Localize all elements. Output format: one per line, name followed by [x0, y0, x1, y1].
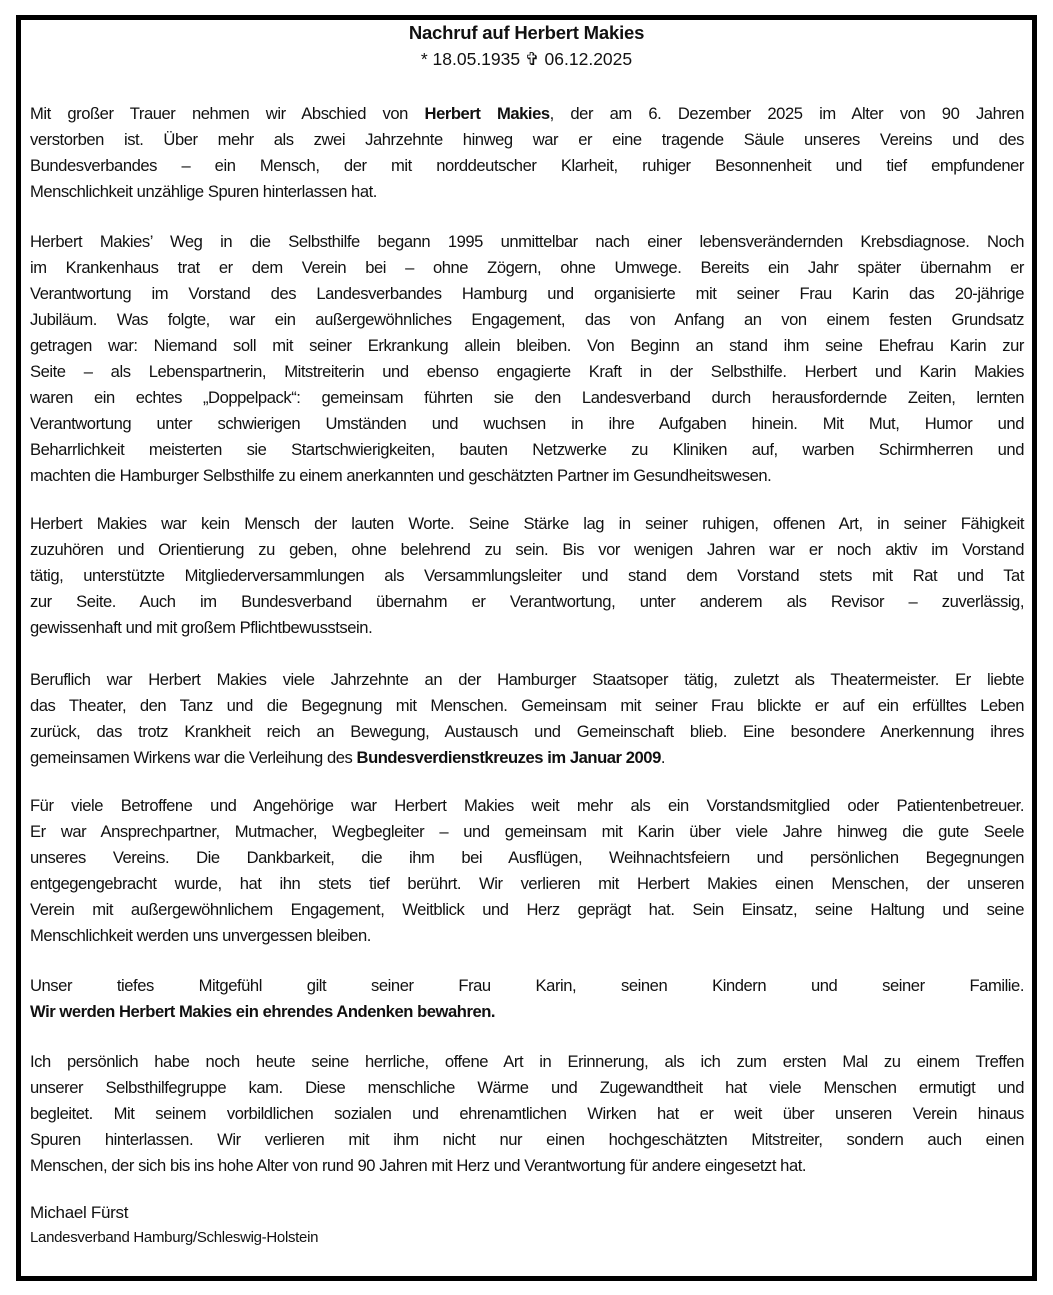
paragraph-7-line — [30, 1049, 1024, 1075]
text-run: im Krankenhaus trat er dem Verein bei – ohne Zögern, ohne Umwege. Bereits ein Jahr später übernahm er — [30, 258, 1024, 277]
death-date: 06.12.2025 — [544, 49, 633, 69]
paragraph-3-line — [30, 537, 1024, 563]
text-run: Herbert Makies war kein Mensch der lauten Worte. Seine Stärke lag in seiner ruhigen, offenen Art, in seiner Fähigkeit — [30, 514, 1024, 533]
paragraph-2-line — [30, 229, 1024, 255]
paragraph-4-line — [30, 719, 1024, 745]
text-run: tätig, unterstützte Mitgliederversammlungen als Versammlungsleiter und stand dem Vorstand stets mit Rat und Tat — [30, 566, 1024, 585]
paragraph-2-line — [30, 359, 1024, 385]
text-run: , der am 6. Dezember 2025 im Alter von 90 Jahren — [549, 104, 1024, 123]
text-run: Unser tiefes Mitgefühl gilt seiner Frau Karin, seinen Kindern und seiner Familie. — [30, 976, 1024, 995]
paragraph-2-line — [30, 437, 1024, 463]
paragraph-4-line — [30, 667, 1024, 693]
text-run: Er war Ansprechpartner, Mutmacher, Wegbegleiter – und gemeinsam mit Karin über viele Jahre hinweg die gute Seele — [30, 822, 1024, 841]
paragraph-4-line — [30, 745, 1024, 771]
paragraph-2-line — [30, 333, 1024, 359]
text-run: Spuren hinterlassen. Wir verlieren mit ihm nicht nur einen hochgeschätzten Mitstreiter, sondern auch einen — [30, 1130, 1024, 1149]
birth-date: 18.05.1935 — [432, 49, 521, 69]
paragraph-2-line — [30, 255, 1024, 281]
text-run: zuzuhören und Orientierung zu geben, ohne belehrend zu sein. Bis vor wenigen Jahren war er noch aktiv im Vorstand — [30, 540, 1024, 559]
text-run: Beruflich war Herbert Makies viele Jahrzehnte an der Hamburger Staatsoper tätig, zuletzt als Theatermeister. Er liebte — [30, 670, 1024, 689]
bold-text: Bundesverdienstkreuzes im Januar 2009 — [356, 748, 661, 767]
paragraph-2-line — [30, 411, 1024, 437]
text-run: machten die Hamburger Selbsthilfe zu einem anerkannten und geschätzten Partner im Gesundheitswesen. — [30, 466, 772, 485]
text-run: Verein mit außergewöhnlichem Engagement, Weitblick und Herz geprägt hat. Sein Einsatz, seine Haltung und seine — [30, 900, 1024, 919]
text-run: gewissenhaft und mit großem Pflichtbewusstsein. — [30, 618, 373, 637]
paragraph-5-line — [30, 819, 1024, 845]
paragraph-1-line — [30, 153, 1024, 179]
paragraph-7-line — [30, 1075, 1024, 1101]
text-run: begleitet. Mit seinem vorbildlichen sozialen und ehrenamtlichen Wirken hat er weit über unseren Verein hinaus — [30, 1104, 1024, 1123]
paragraph-1-line — [30, 101, 1024, 127]
paragraph-7-line — [30, 1127, 1024, 1153]
text-run: Verantwortung im Vorstand des Landesverbandes Hamburg und organisierte mit seiner Frau Karin das 20-jährige — [30, 284, 1024, 303]
text-run: Menschlichkeit werden uns unvergessen bleiben. — [30, 926, 371, 945]
paragraph-3-line — [30, 563, 1024, 589]
text-run: getragen war: Niemand soll mit seiner Erkrankung allein bleiben. Von Beginn an stand ihm seine Ehefrau Karin zur — [30, 336, 1024, 355]
text-run: gemeinsamen Wirkens war die Verleihung des — [30, 748, 357, 767]
paragraph-6-line — [30, 973, 1024, 999]
paragraph-4-line — [30, 693, 1024, 719]
text-run: Herbert Makies’ Weg in die Selbsthilfe begann 1995 unmittelbar nach einer lebensverändernden Krebsdiagnose. Noch — [30, 232, 1024, 251]
text-run: . — [660, 748, 666, 767]
cross-icon: ✞ — [525, 49, 540, 69]
text-run: Menschen, der sich bis ins hohe Alter von rund 90 Jahren mit Herz und Verantwortung für andere eingesetzt hat. — [30, 1156, 807, 1175]
signature-name: Michael Fürst — [30, 1203, 129, 1222]
paragraph-7-line — [30, 1153, 1024, 1179]
paragraph-6-line — [30, 999, 1024, 1025]
text-run: Beharrlichkeit meisterten sie Startschwierigkeiten, bauten Netzwerke zu Kliniken auf, warben Schirmherren und — [30, 440, 1024, 459]
text-run: unseres Vereins. Die Dankbarkeit, die ihm bei Ausflügen, Weihnachtsfeiern und persönlichen Begegnungen — [30, 848, 1024, 867]
paragraph-5-line — [30, 923, 1024, 949]
text-run: unserer Selbsthilfegruppe kam. Diese menschliche Wärme und Zugewandtheit hat viele Menschen ermutigt und — [30, 1078, 1024, 1097]
text-run: Für viele Betroffene und Angehörige war Herbert Makies weit mehr als ein Vorstandsmitglied oder Patientenbetreuer. — [30, 796, 1024, 815]
paragraph-5-line — [30, 897, 1024, 923]
text-run: waren ein echtes „Doppelpack“: gemeinsam führten sie den Landesverband durch herausfordernde Zeiten, lernten — [30, 388, 1024, 407]
text-run: Seite – als Lebenspartnerin, Mitstreiterin und ebenso engagierte Kraft in der Selbsthilfe. Herbert und Karin Makies — [30, 362, 1024, 381]
paragraph-3-line — [30, 615, 1024, 641]
signature-organization: Landesverband Hamburg/Schleswig-Holstein — [30, 1229, 319, 1246]
paragraph-2-line — [30, 307, 1024, 333]
paragraph-3-line — [30, 589, 1024, 615]
obituary-title: Nachruf auf Herbert Makies — [408, 22, 645, 43]
paragraph-1-line — [30, 179, 1024, 205]
text-run: Mit großer Trauer nehmen wir Abschied von — [30, 104, 425, 123]
text-run: zurück, das trotz Krankheit reich an Bewegung, Austausch und Gemeinschaft blieb. Eine besondere Anerkennung ihres — [30, 722, 1024, 741]
paragraph-2-line — [30, 463, 1024, 489]
paragraph-3-line — [30, 511, 1024, 537]
text-run: Menschlichkeit unzählige Spuren hinterlassen hat. — [30, 182, 377, 201]
bold-text: Wir werden Herbert Makies ein ehrendes Andenken bewahren. — [30, 1002, 496, 1021]
text-run: zur Seite. Auch im Bundesverband übernahm er Verantwortung, unter anderem als Revisor – zuverlässig, — [30, 592, 1024, 611]
paragraph-5-line — [30, 793, 1024, 819]
life-dates — [0, 49, 1053, 70]
paragraph-5-line — [30, 845, 1024, 871]
paragraph-2-line — [30, 281, 1024, 307]
paragraph-1-line — [30, 127, 1024, 153]
text-run: Verantwortung unter schwierigen Umständen und wuchsen in ihre Aufgaben hinein. Mit Mut, Humor und — [30, 414, 1024, 433]
text-run: Bundesverbandes – ein Mensch, der mit norddeutscher Klarheit, ruhiger Besonnenheit und tief empfundener — [30, 156, 1024, 175]
text-run: verstorben ist. Über mehr als zwei Jahrzehnte hinweg war er eine tragende Säule unseres Vereins und des — [30, 130, 1024, 149]
text-run: entgegengebracht wurde, hat ihn stets tief berührt. Wir verlieren mit Herbert Makies einen Menschen, der unseren — [30, 874, 1024, 893]
bold-text: Herbert Makies — [424, 104, 550, 123]
text-run: Jubiläum. Was folgte, war ein außergewöhnliches Engagement, das von Anfang an von einem festen Grundsatz — [30, 310, 1024, 329]
paragraph-2-line — [30, 385, 1024, 411]
text-run: das Theater, den Tanz und die Begegnung mit Menschen. Gemeinsam mit seiner Frau blickte er auf ein erfülltes Leben — [30, 696, 1024, 715]
paragraph-7-line — [30, 1101, 1024, 1127]
birth-marker: * — [420, 49, 428, 69]
paragraph-5-line — [30, 871, 1024, 897]
text-run: Ich persönlich habe noch heute seine herrliche, offene Art in Erinnerung, als ich zum ersten Mal zu einem Treffen — [30, 1052, 1024, 1071]
